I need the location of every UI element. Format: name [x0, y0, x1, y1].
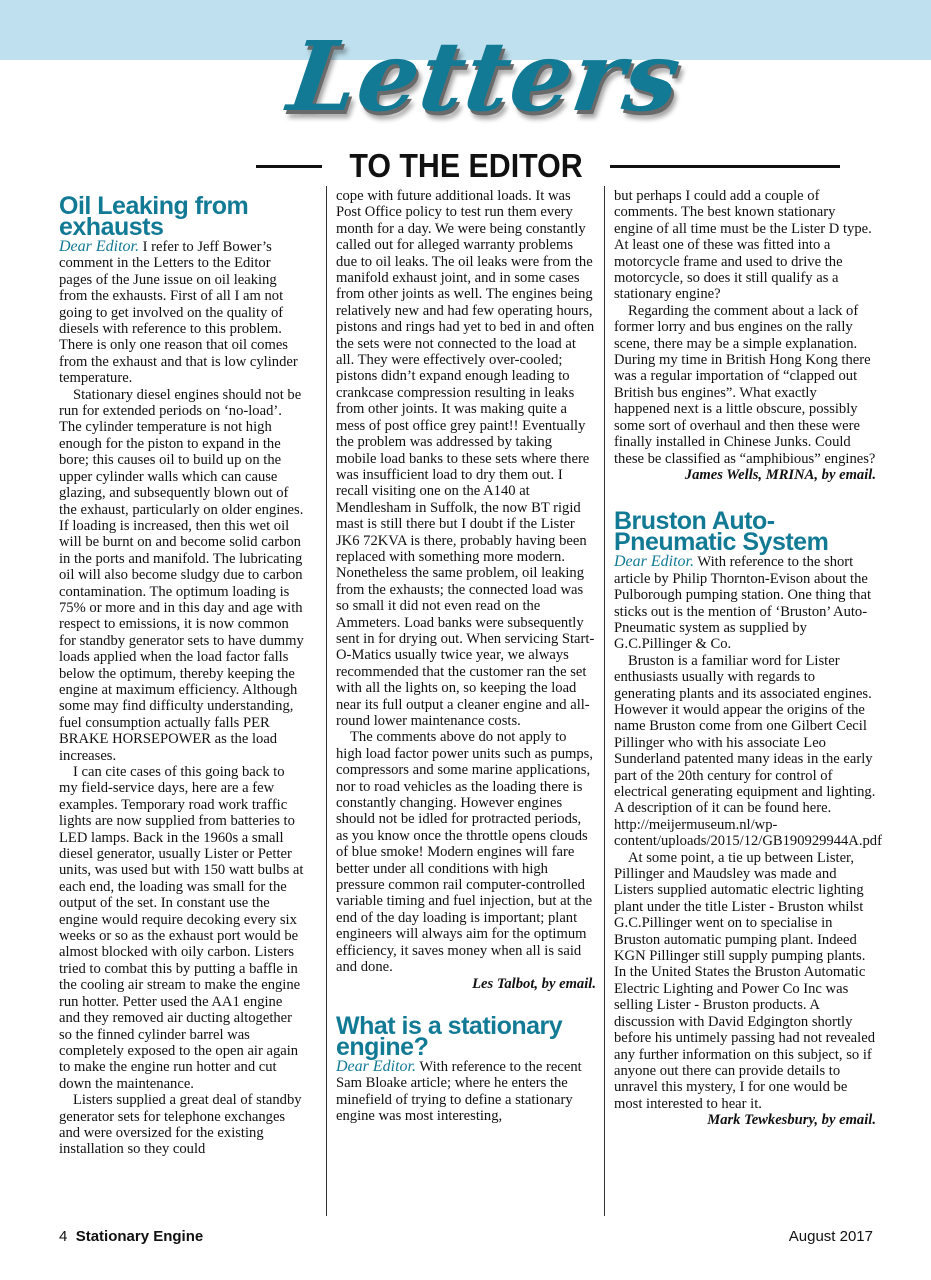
article-title: Bruston Auto-Pneumatic System	[614, 507, 829, 557]
article-title: What is a stationary engine?	[336, 1011, 563, 1061]
column-3	[614, 188, 882, 1129]
paragraph-text: With reference to the short article by Philip Thornton-Evison about the Pulborough pumping station. One thing that sticks out is the mention of ‘Bruston’ Auto-Pneumatic system as supplied by G.C.Pillinger & Co.	[614, 554, 872, 653]
signature: James Wells, MRINA, by email.	[684, 466, 876, 483]
column-1	[59, 192, 305, 1158]
footer-date: August 2017	[788, 1228, 873, 1245]
article-paragraph: Stationary diesel engines should not be run for extended periods on ‘no-load’. The cylinder temperature is not high enough for the piston to expand in the bore; this causes oil to build up on the upper cylinder walls which can cause glazing, and subsequently blown out of the exhaust, particularly on older engines. If loading is increased, then this wet oil will be burnt on and become solid carbon in the ports and manifold. The lubricating oil will also become sludgy due to carbon contamination. The optimum loading is 75% or more and in this day and age with respect to emissions, it is now common for standby generator sets to have dummy loads applied when the load factor falls below the optimum, thereby keeping the engine at maximum efficiency. Although some may find difficulty understanding, fuel consumption actually falls PER BRAKE HORSEPOWER as the load increases.	[59, 386, 304, 764]
article-paragraph: Listers supplied a great deal of standby generator sets for telephone exchanges and were oversized for the existing installation so they could	[59, 1092, 302, 1158]
article-paragraph	[336, 1059, 596, 1125]
article-paragraph	[59, 239, 305, 387]
paragraph-text: I refer to Jeff Bower’s comment in the Letters to the Editor pages of the June issue on oil leaking from the exhausts. First of all I am not going to get involved on the quality of diesels with reference to this problem. There is only one reason that oil comes from the exhaust and that is low cylinder temperature.	[59, 239, 298, 387]
footer-left	[59, 1228, 203, 1246]
column-divider	[326, 186, 327, 1216]
paragraph-text: With reference to the recent Sam Bloake article; where he enters the minefield of trying to define a stationary engine was most interesting,	[336, 1058, 582, 1125]
article-paragraph: The comments above do not apply to high load factor power units such as pumps, compressors and some marine applications, nor to road vehicles as the loading there is constantly changing. However engines should not be idled for protracted periods, as you know once the throttle opens clouds of blue smoke! Modern engines will fare better under all conditions with high pressure common rail computer-controlled variable timing and fuel injection, but at the end of the day loading is important; plant engineers will always aim for the optimum efficiency, it saves money when all is said and done.	[336, 729, 593, 976]
article-paragraph: A description of it can be found here. http://meijermuseum.nl/wp-content/uploads/2015/12/GB190929944A.pdf	[614, 800, 882, 850]
letters-logo	[282, 20, 688, 147]
article-paragraph	[614, 554, 876, 652]
subhead-rule-right	[610, 165, 840, 168]
greeting: Dear Editor.	[59, 238, 139, 255]
article-paragraph: but perhaps I could add a couple of comments. The best known stationary engine of all time must be the Lister D type. At least one of these was fitted into a motorcycle frame and used to drive the motorcycle, so does it still qualify as a stationary engine?	[614, 188, 872, 303]
article-paragraph: Regarding the comment about a lack of former lorry and bus engines on the rally scene, there may be a simple explanation. During my time in British Hong Kong there was a regular importation of “clapped out British bus engines”. What exactly happened next is a little obscure, possibly some sort of overhaul and then these were finally installed in Chinese Junks. Could these be classified as “amphibious” engines?	[614, 302, 876, 467]
article-paragraph: At some point, a tie up between Lister, Pillinger and Maudsley was made and Listers supplied automatic electric lighting plant under the title Lister - Bruston whilst G.C.Pillinger went on to specialise in Bruston automatic pumping plant. Indeed KGN Pillinger still supply pumping plants. In the United States the Bruston Automatic Electric Lighting and Power Co Inc was selling Lister - Bruston products. A discussion with David Edgington shortly before his untimely passing had not revealed any further information on this subject, so if anyone out there can provide details to unravel this mystery, I for one would be most interested to hear it.	[614, 849, 875, 1112]
signature: Mark Tewkesbury, by email.	[707, 1112, 876, 1129]
magazine-name: Stationary Engine	[75, 1228, 204, 1245]
subhead-row	[256, 148, 840, 184]
page-number: 4	[59, 1228, 68, 1245]
logo-text: Letters	[282, 20, 688, 133]
column-2	[336, 188, 596, 1125]
subhead-title: TO THE EDITOR	[349, 147, 583, 184]
article-paragraph: cope with future additional loads. It was Post Office policy to test run them every month for a day. We were being constantly called out for alleged warranty problems due to oil leaks. The oil leaks were from the manifold exhaust joint, and in some cases from other joints as well. The engines being relatively new and had few operating hours, pistons and rings had yet to bed in and often the sets were not connected to the load at all. They were effectively over-cooled; pistons didn’t expand enough leading to crankcase compression resulting in leaks from other joints. It was making quite a mess of post office grey paint!! Eventually the problem was addressed by taking mobile load banks to these sets where there was insufficient load to dry them out. I recall visiting one on the A140 at Mendlesham in Suffolk, the now BT rigid mast is still there but I doubt if the Lister JK6 72KVA is there, probably having been replaced with something more modern. Nonetheless the same problem, oil leaking from the exhausts; the connected load was so small it did not even read on the Ammeters. Load banks were subsequently sent in for drying out. When servicing Start-O-Matics usually twice year, we always recommended that the customer ran the set with all the lights on, so keeping the load near its full output a cleaner engine and all-round lower maintenance costs.	[336, 188, 595, 729]
greeting: Dear Editor.	[614, 553, 694, 571]
greeting: Dear Editor.	[336, 1057, 416, 1075]
signature: Les Talbot, by email.	[472, 975, 596, 992]
article-paragraph: Bruston is a familiar word for Lister enthusiasts usually with regards to generating plants and its associated engines. However it would appear the origins of the name Bruston come from one Gilbert Cecil Pillinger who with his associate Leo Sunderland patented many ideas in the early part of the 20th century for control of electrical generating equipment and lighting.	[614, 652, 876, 800]
column-divider	[604, 186, 605, 1216]
subhead-rule-left	[256, 165, 322, 168]
article-paragraph: I can cite cases of this going back to my field-service days, here are a few examples. Temporary road work traffic lights are now supplied from batteries to LED lamps. Back in the 1960s a small diesel generator, usually Lister or Petter units, was used but with 150 watt bulbs at each end, the loading was small for the output of the set. In constant use the engine would require decoking every six weeks or so as the exhaust port would be almost blocked with oily carbon. Listers tried to combat this by putting a baffle in the cooling air stream to make the engine run hotter. Petter used the AA1 engine and they removed air ducting altogether so the finned cylinder barrel was completely exposed to the open air again to make the engine run hotter and cut down the maintenance.	[59, 764, 304, 1092]
article-title: Oil Leaking from exhausts	[59, 192, 249, 241]
